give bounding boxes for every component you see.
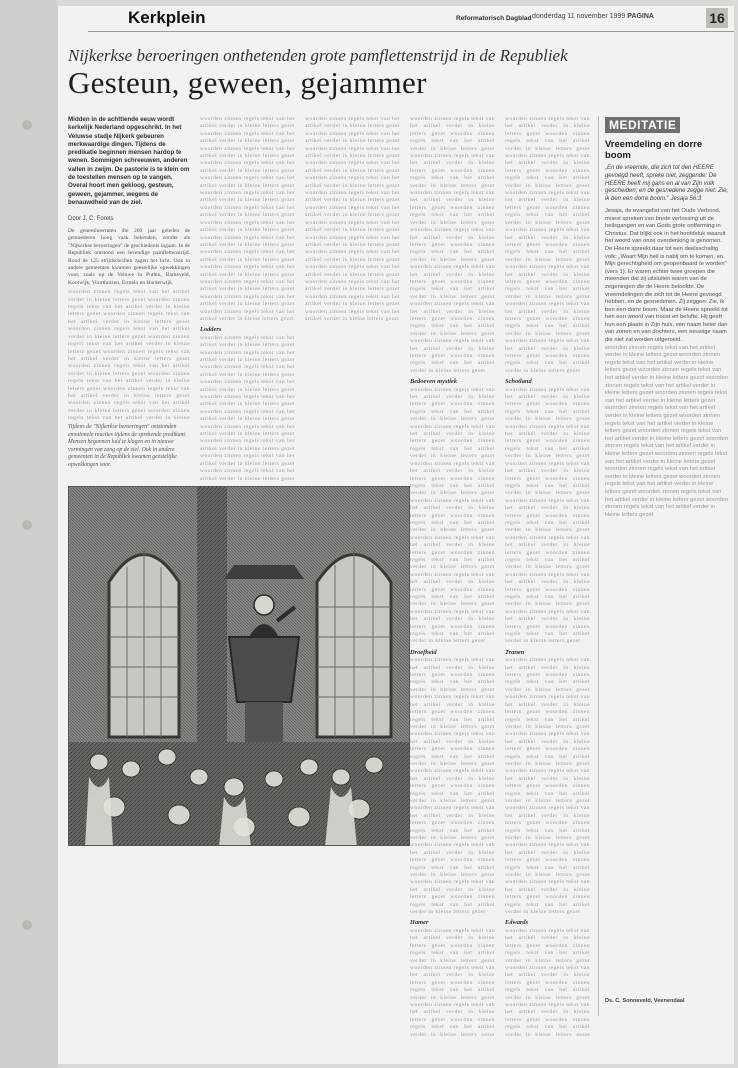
header-date — [532, 13, 654, 20]
meditatie-label: MEDITATIE — [605, 117, 680, 133]
article-kicker: Nijkerkse beroeringen onthetenden grote pamflettenstrijd in de Republiek — [68, 46, 568, 65]
paper-name: Reformatorisch Dagblad — [456, 15, 532, 22]
subheading-edwards: Edwards — [505, 919, 529, 927]
subheading-hamer: Hamer — [410, 919, 429, 927]
meditatie-signature: Ds. C. Sonneveld, Veenendaal — [605, 998, 685, 1004]
article-column-1 — [68, 228, 190, 420]
column-filler: woorden zinnen regels tekst van het artikel verder in kleine letters gezet woorden zinnen regels tekst van het artikel verder in kleine letters gezet woorden zinnen regels tekst van het artikel verder in kleine letters gezet woorden zinnen regels tekst van het artikel verder in kleine letters gezet woorden zinnen regels tekst van het artikel verder in kleine letters gezet woorden zinnen regels tekst van het artikel verder in kleine letters gezet woorden zinnen regels tekst van het artikel verder in kleine letters gezet woorden zinnen regels tekst van het artikel verder in kleine letters gezet woorden zinnen regels tekst van het artikel verder in kleine letters gezet woorden zinnen regels tekst van het artikel verder in kleine letters gezet — [200, 334, 295, 481]
column-filler: woorden zinnen regels tekst van het artikel verder in kleine letters gezet woorden zinnen regels tekst van het artikel verder in kleine letters gezet woorden zinnen regels tekst van het artikel verder in kleine letters gezet woorden zinnen regels tekst van het artikel verder in kleine letters gezet woorden zinnen regels tekst van het artikel verder in kleine letters gezet woorden zinnen regels tekst van het artikel verder in kleine letters gezet woorden zinnen regels tekst van het artikel verder in kleine letters gezet woorden zinnen regels tekst van het artikel verder in kleine letters gezet woorden zinnen regels tekst van het artikel verder in kleine letters gezet woorden zinnen regels tekst van het artikel verder in kleine letters gezet woorden zinnen regels tekst van het artikel verder in kleine letters gezet woorden zinnen regels tekst van het artikel verder in kleine letters gezet woorden zinnen regels tekst van het artikel verder in kleine letters gezet woorden zinnen regels tekst van het artikel verder in kleine letters gezet — [505, 386, 590, 645]
column-filler: woorden zinnen regels tekst van het artikel verder in kleine letters gezet woorden zinnen regels tekst van het artikel verder in kleine letters gezet woorden zinnen regels tekst van het artikel verder in kleine letters gezet woorden zinnen regels tekst van het artikel verder in kleine letters gezet woorden zinnen regels tekst van het artikel verder in kleine letters gezet woorden zinnen regels tekst van het artikel verder in kleine letters gezet woorden zinnen regels tekst van het artikel verder in kleine letters gezet woorden zinnen regels tekst van het artikel verder in kleine letters gezet woorden zinnen regels tekst van het artikel verder in kleine letters gezet woorden zinnen regels tekst van het artikel verder in kleine letters gezet woorden zinnen regels tekst van het artikel verder in kleine letters gezet woorden zinnen regels tekst van het artikel verder in kleine letters gezet woorden zinnen regels tekst van het artikel verder in kleine letters gezet woorden zinnen regels tekst van het artikel verder in kleine letters gezet — [505, 116, 590, 374]
newspaper-page — [58, 6, 734, 1064]
article-column-4 — [410, 116, 495, 1036]
meditatie-paragraph: Jesaja, de evangelist van het Oude Verbond, moest spreken van brede verlossing uit de heilsgangen en van Gods grote ontferming in Christus. Dat blijkt ook in het hoofdstuk waaruit het woord van onze overdenking is genomen. De Heere spreekt daar tot een deelsschaltig volk: „Waart Mijn heil is nabij om te komen, en Mijn gerechtigheid om geopenbaard te worden" (vers 1). Er waren echter twee groepen die meenden dat zij uitsluiten waren van de zegeningen die de Heere beloofde. De vreemdelingen die zich tot de Heere gevoegd hebben, en de gesnedenen. Zij zeggen: Zie, ik ben een dorre boom. Maar de Heere spreekt tot hen een woord van troost en belofte. Hij geeft hun een plaats in Zijn huis, een naam beter dan van zonen en van dochters, een eeuwige naam die niet zal worden uitgeroeid. — [605, 207, 728, 344]
subheading-bedoeven-mystiek: Bedoeven mystiek — [410, 378, 458, 386]
column-filler: woorden zinnen regels tekst van het artikel verder in kleine letters gezet woorden zinnen regels tekst van het artikel verder in kleine letters gezet woorden zinnen regels tekst van het artikel verder in kleine letters gezet woorden zinnen regels tekst van het artikel verder in kleine letters gezet woorden zinnen regels tekst van het artikel verder in kleine letters gezet woorden zinnen regels tekst van het artikel verder in kleine letters gezet woorden zinnen regels tekst van het artikel verder in kleine letters gezet woorden zinnen regels tekst van het artikel verder in kleine letters gezet woorden zinnen regels tekst van het artikel verder in kleine letters gezet woorden zinnen regels tekst van het artikel verder in kleine letters gezet woorden zinnen regels tekst van het artikel verder in kleine letters gezet woorden zinnen regels tekst van het artikel verder in kleine letters gezet woorden zinnen regels tekst van het artikel verder in kleine letters gezet woorden zinnen regels tekst van het artikel verder in kleine letters gezet — [305, 116, 400, 322]
subheading-lodders: Lodders — [200, 326, 222, 334]
column-filler: woorden zinnen regels tekst van het artikel verder in kleine letters gezet woorden zinnen regels tekst van het artikel verder in kleine letters gezet woorden zinnen regels tekst van het artikel verder in kleine letters gezet woorden zinnen regels tekst van het artikel verder in kleine letters gezet woorden zinnen regels tekst van het artikel verder in kleine letters gezet woorden zinnen regels tekst van het artikel verder in kleine letters gezet woorden zinnen regels tekst van het artikel verder in kleine letters gezet woorden zinnen regels tekst van het artikel verder in kleine letters gezet woorden zinnen regels tekst van het artikel verder in kleine letters gezet woorden zinnen regels tekst van het artikel verder in kleine letters gezet woorden zinnen regels tekst van het artikel verder in kleine letters gezet woorden zinnen regels tekst van het artikel verder in kleine letters gezet woorden zinnen regels tekst van het artikel verder in kleine letters gezet woorden zinnen regels tekst van het artikel verder in kleine letters gezet — [505, 657, 590, 916]
column-filler: woorden zinnen regels tekst van het artikel verder in kleine letters gezet woorden zinnen regels tekst van het artikel verder in kleine letters gezet woorden zinnen regels tekst van het artikel verder in kleine letters gezet woorden zinnen regels tekst van het artikel verder in kleine letters gezet woorden zinnen regels tekst van het artikel verder in kleine letters gezet woorden zinnen regels tekst van het artikel verder in kleine letters gezet — [505, 927, 590, 1036]
byline: Door J. C. Forets — [68, 216, 114, 222]
article-headline: Gesteun, geween, gejammer — [68, 65, 427, 100]
subheading-droefheid: Droefheid — [410, 648, 437, 656]
article-column-5 — [505, 116, 590, 1036]
image-caption: Tijdens de "Nijkerkse beroeringen" ontstonden emotionele reacties tijdens de sprekende predikant. Mensen begonnen luid te klagen en in nieuwe vormingen van zang op de ziel. Ook in andere gemeenten in de Republiek kwamen geestelijke opwekkingen voor. — [68, 424, 187, 468]
column-filler: woorden zinnen regels tekst van het artikel verder in kleine letters gezet woorden zinnen regels tekst van het artikel verder in kleine letters gezet woorden zinnen regels tekst van het artikel verder in kleine letters gezet woorden zinnen regels tekst van het artikel verder in kleine letters gezet woorden zinnen regels tekst van het artikel verder in kleine letters gezet woorden zinnen regels tekst van het artikel verder in kleine letters gezet woorden zinnen regels tekst van het artikel verder in kleine letters gezet woorden zinnen regels tekst van het artikel verder in kleine letters gezet woorden zinnen regels tekst van het artikel verder in kleine letters gezet woorden zinnen regels tekst van het artikel verder in kleine letters gezet woorden zinnen regels tekst van het artikel verder in kleine — [68, 289, 190, 420]
column-filler: woorden zinnen regels tekst van het artikel verder in kleine letters gezet woorden zinnen regels tekst van het artikel verder in kleine letters gezet woorden zinnen regels tekst van het artikel verder in kleine letters gezet woorden zinnen regels tekst van het artikel verder in kleine letters gezet woorden zinnen regels tekst van het artikel verder in kleine letters gezet woorden zinnen regels tekst van het artikel verder in kleine letters gezet woorden zinnen regels tekst van het artikel verder in kleine letters gezet woorden zinnen regels tekst van het artikel verder in kleine letters gezet woorden zinnen regels tekst van het artikel verder in kleine letters gezet woorden zinnen regels tekst van het artikel verder in kleine letters gezet woorden zinnen regels tekst van het artikel verder in kleine letters gezet woorden zinnen regels tekst van het artikel verder in kleine letters gezet woorden zinnen regels tekst van het artikel verder in kleine letters gezet woorden zinnen regels tekst van het artikel verder in kleine letters gezet — [410, 657, 495, 916]
column-filler: woorden zinnen regels tekst van het artikel verder in kleine letters gezet woorden zinnen regels tekst van het artikel verder in kleine letters gezet woorden zinnen regels tekst van het artikel verder in kleine letters gezet woorden zinnen regels tekst van het artikel verder in kleine letters gezet woorden zinnen regels tekst van het artikel verder in kleine letters gezet woorden zinnen regels tekst van het artikel verder in kleine letters gezet woorden zinnen regels tekst van het artikel verder in kleine letters gezet woorden zinnen regels tekst van het artikel verder in kleine letters gezet woorden zinnen regels tekst van het artikel verder in kleine letters gezet woorden zinnen regels tekst van het artikel verder in kleine letters gezet woorden zinnen regels tekst van het artikel verder in kleine letters gezet woorden zinnen regels tekst van het artikel verder in kleine letters gezet woorden zinnen regels tekst van het artikel verder in kleine letters gezet woorden zinnen regels tekst van het artikel verder in kleine letters gezet — [605, 344, 729, 518]
page-gutter — [0, 0, 58, 1068]
engraving-drawing — [69, 487, 410, 846]
meditatie-intro: „En de vreemde, die zich tot den HEERE gevoegd heeft, spreke niet, zeggende: De HEERE heeft mij gans en al van Zijn volk gescheiden; en de gesnedene zegge niet: Zie, ik ben een dorre boom." Jesaja 56:3 — [605, 165, 729, 203]
article-column-3 — [305, 116, 400, 481]
meditatie-sidebar — [598, 116, 730, 1016]
column-filler: woorden zinnen regels tekst van het artikel verder in kleine letters gezet woorden zinnen regels tekst van het artikel verder in kleine letters gezet woorden zinnen regels tekst van het artikel verder in kleine letters gezet woorden zinnen regels tekst van het artikel verder in kleine letters gezet woorden zinnen regels tekst van het artikel verder in kleine letters gezet woorden zinnen regels tekst van het artikel verder in kleine letters gezet — [410, 927, 495, 1036]
punch-hole — [22, 520, 32, 530]
punch-hole — [22, 920, 32, 930]
article-lead: Midden in de achttiende eeuw wordt kerkelijk Nederland opgeschrikt. In het Veluwse stadje Nijkerk gebeuren merkwaardige dingen. Tijdens de predikatie beginnen mensen hardop te wenen. Sommigen schreeuwen, anderen vallen in zwijm. De pastorie is te klein om de toestellen mensen op te vangen. Overal hoort men gekloog, gesteun, geween, gejammer, wegens de benauwdheid van de ziel. — [68, 116, 190, 206]
subheading-schotland: Schotland — [505, 378, 532, 386]
subheading-tranen: Tranen — [505, 648, 525, 656]
column-filler: woorden zinnen regels tekst van het artikel verder in kleine letters gezet woorden zinnen regels tekst van het artikel verder in kleine letters gezet woorden zinnen regels tekst van het artikel verder in kleine letters gezet woorden zinnen regels tekst van het artikel verder in kleine letters gezet woorden zinnen regels tekst van het artikel verder in kleine letters gezet woorden zinnen regels tekst van het artikel verder in kleine letters gezet woorden zinnen regels tekst van het artikel verder in kleine letters gezet woorden zinnen regels tekst van het artikel verder in kleine letters gezet woorden zinnen regels tekst van het artikel verder in kleine letters gezet woorden zinnen regels tekst van het artikel verder in kleine letters gezet woorden zinnen regels tekst van het artikel verder in kleine letters gezet woorden zinnen regels tekst van het artikel verder in kleine letters gezet woorden zinnen regels tekst van het artikel verder in kleine letters gezet woorden zinnen regels tekst van het artikel verder in kleine letters gezet — [410, 386, 495, 645]
church-engraving-image — [68, 486, 410, 846]
punch-hole — [22, 120, 32, 130]
meditatie-body — [605, 208, 730, 988]
page-label: PAGINA — [627, 13, 654, 20]
article-column-2 — [200, 116, 295, 481]
date-text: donderdag 11 november 1999 — [532, 13, 626, 20]
page-number: 16 — [706, 8, 728, 28]
page-header — [88, 6, 734, 32]
column-filler: woorden zinnen regels tekst van het artikel verder in kleine letters gezet woorden zinnen regels tekst van het artikel verder in kleine letters gezet woorden zinnen regels tekst van het artikel verder in kleine letters gezet woorden zinnen regels tekst van het artikel verder in kleine letters gezet woorden zinnen regels tekst van het artikel verder in kleine letters gezet woorden zinnen regels tekst van het artikel verder in kleine letters gezet woorden zinnen regels tekst van het artikel verder in kleine letters gezet woorden zinnen regels tekst van het artikel verder in kleine letters gezet woorden zinnen regels tekst van het artikel verder in kleine letters gezet woorden zinnen regels tekst van het artikel verder in kleine letters gezet woorden zinnen regels tekst van het artikel verder in kleine letters gezet woorden zinnen regels tekst van het artikel verder in kleine letters gezet woorden zinnen regels tekst van het artikel verder in kleine letters gezet woorden zinnen regels tekst van het artikel verder in kleine letters gezet — [410, 116, 495, 374]
section-title: Kerkplein — [128, 8, 206, 27]
column-paragraph: De geneesheerraten die 200 jaar geleden de gemoederen hoog vaak bekenden, zonder als "Nijkerkse beroeringen" de geschiedenis ingaan. In de Republiek ontstond een levendige pamflettenstrijd. Rond de 125 strijdschriften zagen het licht. Ook in andere gemeenten kwamen geestelijke opwekkingen voor, zoals op de Veluwe in Putten, Barneveld, Kootwijk, Voorthuizen, Ermelo en Harderwijk. — [68, 228, 190, 286]
column-filler: woorden zinnen regels tekst van het artikel verder in kleine letters gezet woorden zinnen regels tekst van het artikel verder in kleine letters gezet woorden zinnen regels tekst van het artikel verder in kleine letters gezet woorden zinnen regels tekst van het artikel verder in kleine letters gezet woorden zinnen regels tekst van het artikel verder in kleine letters gezet woorden zinnen regels tekst van het artikel verder in kleine letters gezet woorden zinnen regels tekst van het artikel verder in kleine letters gezet woorden zinnen regels tekst van het artikel verder in kleine letters gezet woorden zinnen regels tekst van het artikel verder in kleine letters gezet woorden zinnen regels tekst van het artikel verder in kleine letters gezet woorden zinnen regels tekst van het artikel verder in kleine letters gezet woorden zinnen regels tekst van het artikel verder in kleine letters gezet woorden zinnen regels tekst van het artikel verder in kleine letters gezet woorden zinnen regels tekst van het artikel verder in kleine letters gezet — [200, 116, 295, 322]
meditatie-title: Vreemdeling en dorre boom — [605, 139, 703, 161]
